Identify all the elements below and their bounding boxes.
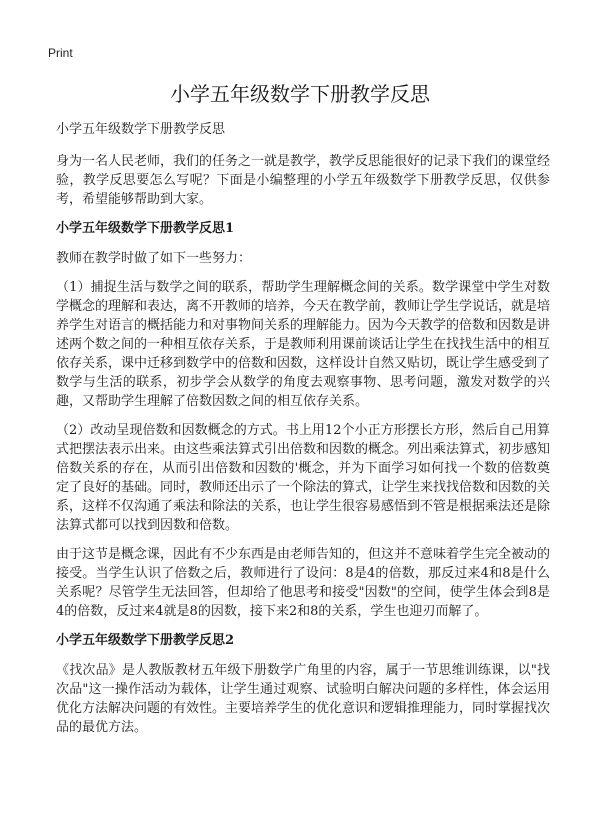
article-subtitle: 小学五年级数学下册教学反思 — [56, 122, 226, 137]
section1-lead: 教师在教学时做了如下一些努力： — [56, 251, 252, 266]
section1-paragraph-1: （1）捕捉生活与数学之间的联系，帮助学生理解概念间的关系。数学课堂中学生对数学概念的理解和表达，离不开教师的培养，今天在教学前，教师让学生学说话，就是培养学生对语言的概括能力和对事物间关系的理解能力。因为今天教学的倍数和因数是讲述两个数之间的一种相互依存关系，于是教师利用课前谈话让学生在找找生活中的相互依存关系，课中迁移到数学中的倍数和因数，这样设计自然又贴切，既让学生感受到了数学与生活的联系，初步学会从数学的角度去观察事物、思考问题，激发对数学的兴趣，又帮助学生理解了倍数因数之间的相互依存关系。 — [56, 280, 551, 409]
section-heading-2: 小学五年级数学下册教学反思2 — [56, 633, 235, 648]
section1-paragraph-3: 由于这节是概念课，因此有不少东西是由老师告知的，但这并不意味着学生完全被动的接受。当学生认识了倍数之后，教师进行了设问：8是4的倍数，那反过来4和8是什么关系呢？尽管学生无法回答，但却给了他思考和接受"因数"的空间，使学生体会到8是4的倍数，反过来4就是8的因数，接下来2和8的关系，学生也迎刃而解了。 — [56, 547, 551, 619]
section1-paragraph-2: （2）改动呈现倍数和因数概念的方式。书上用12个小正方形摆长方形，然后自己用算式把摆法表示出来。由这些乘法算式引出倍数和因数的概念。列出乘法算式，初步感知倍数关系的存在，从而引出倍数和因数的'概念，并为下面学习如何找一个数的倍数奠定了良好的基础。同时，教师还出示了一个除法的算式，让学生来找找倍数和因数的关系，这样不仅沟通了乘法和除法的关系，也让学生很容易感悟到不管是根据乘法还是除法算式都可以找到因数和倍数。 — [56, 423, 551, 533]
section-heading-1: 小学五年级数学下册教学反思1 — [56, 221, 235, 236]
page-title: 小学五年级数学下册教学反思 — [170, 82, 430, 106]
section2-paragraph-1: 《找次品》是人教版教材五年级下册数学广角里的内容，属于一节思维训练课，以"找次品"这一操作活动为载体，让学生通过观察、试验明白解决问题的多样性，体会运用优化方法解决问题的有效性。主要培养学生的优化意识和逻辑推理能力，同时掌握找次品的最优方法。 — [56, 663, 551, 735]
article-body — [56, 120, 550, 747]
print-link[interactable]: Print — [48, 46, 73, 60]
intro-paragraph: 身为一名人民老师，我们的任务之一就是教学，教学反思能很好的记录下我们的课堂经验，教学反思要怎么写呢？下面是小编整理的小学五年级数学下册教学反思，仅供参考，希望能够帮助到大家。 — [56, 154, 551, 207]
